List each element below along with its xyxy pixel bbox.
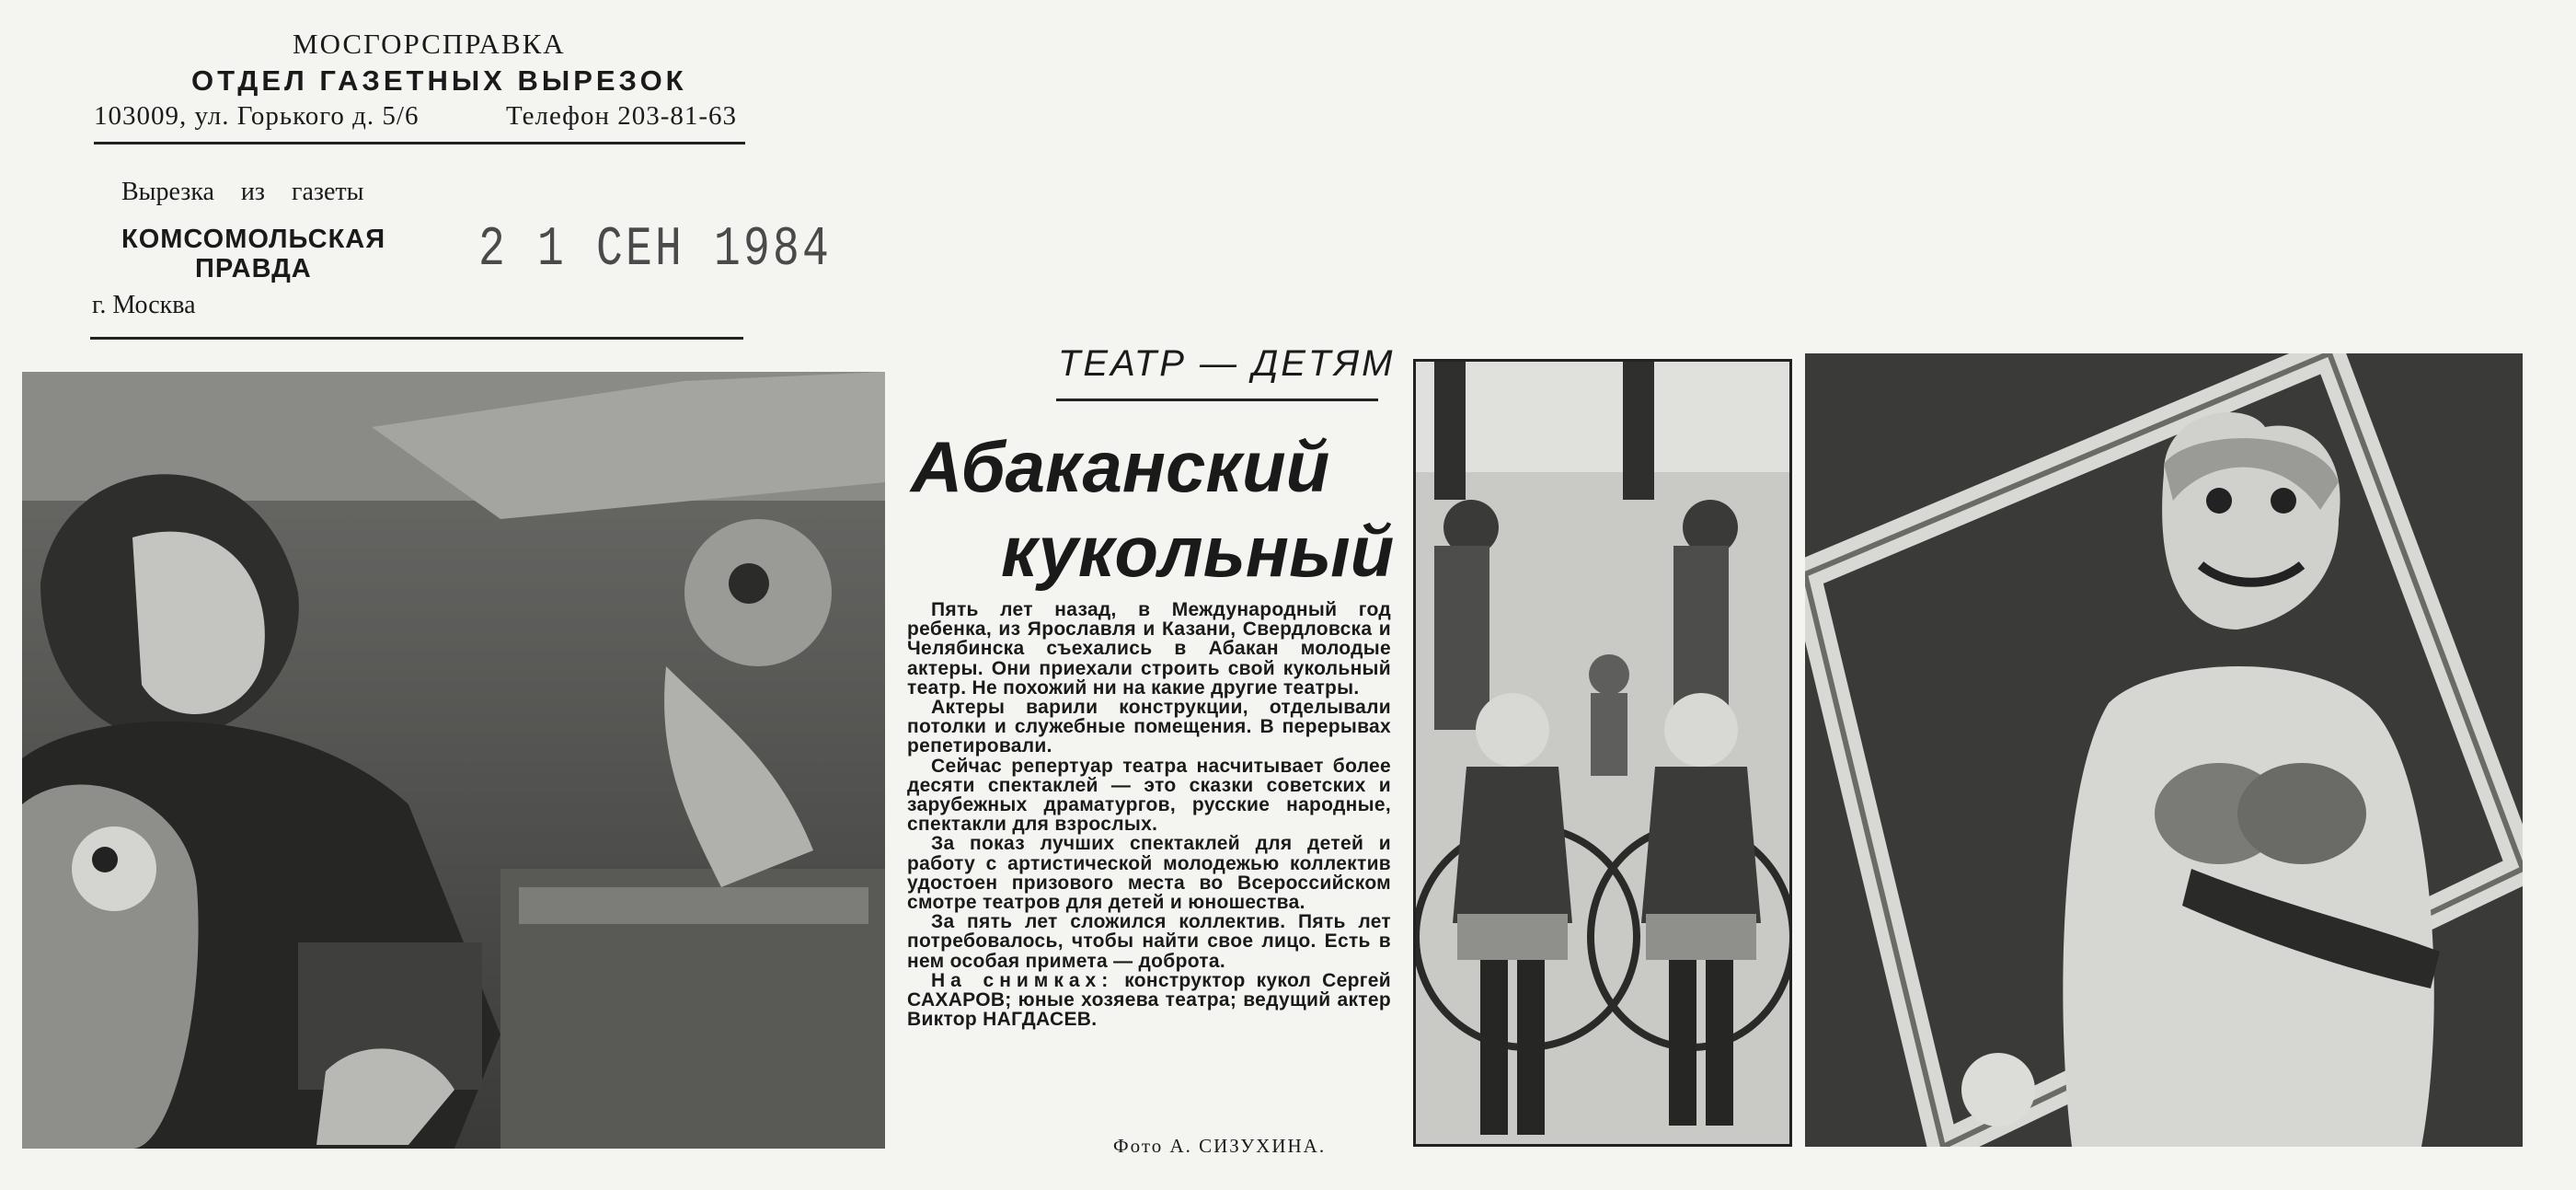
photo-young-hosts (1413, 359, 1792, 1147)
article-paragraph: За пять лет сложился коллектив. Пять лет потребовалось, чтобы найти свое лицо. Есть в нем особая примета — доброта. (907, 911, 1391, 972)
header-bottom-divider (90, 337, 743, 340)
postal-address: 103009, ул. Горького д. 5/6 (94, 101, 420, 131)
photo-credit: Фото А. СИЗУХИНА. (1113, 1135, 1327, 1157)
clipping-label: Вырезка из газеты (121, 178, 364, 206)
newspaper-name-line1: КОМСОМОЛЬСКАЯ (121, 225, 386, 254)
organization-name: МОСГОРСПРАВКА (293, 28, 566, 60)
caption-lead: На снимках: (931, 969, 1114, 991)
photo-caption (907, 971, 1391, 1030)
article-body (907, 600, 1391, 1029)
header-divider (94, 142, 745, 144)
headline-line2: кукольный (1001, 511, 1395, 592)
city-label: г. Москва (92, 291, 196, 319)
article-paragraph: Пять лет назад, в Международный год ребенка, из Ярославля и Казани, Свердловска и Челябинска съехались в Абакан молодые актеры. Они приехали строить свой кукольный театр. Не похожий ни на какие другие театры. (907, 599, 1391, 699)
department-name: ОТДЕЛ ГАЗЕТНЫХ ВЫРЕЗОК (191, 64, 687, 97)
date-stamp: 2 1 СЕН 1984 (478, 219, 833, 282)
article-paragraph: Актеры варили конструкции, отделывали потолки и служебные помещения. В перерывах репетировали. (907, 697, 1391, 757)
rubric-heading: ТЕАТР — ДЕТЯМ (1058, 343, 1396, 384)
caption-text: конструктор кукол Сергей САХАРОВ; юные хозяева театра; ведущий актер Виктор НАГДАСЕВ. (907, 969, 1391, 1031)
photo-lead-actor (1805, 353, 2523, 1147)
article-paragraph: Сейчас репертуар театра насчитывает более десяти спектаклей — это сказки советских и зарубежных драматургов, русские народные, спектакли для взрослых. (907, 755, 1391, 836)
rubric-underline (1056, 399, 1378, 401)
newspaper-name-line2: ПРАВДА (195, 254, 312, 283)
phone-number: Телефон 203-81-63 (506, 101, 738, 131)
article-paragraph: За показ лучших спектаклей для детей и работу с артистической молодежью коллектив удостоен призового места во Всероссийском смотре театров для детей и юношества. (907, 833, 1391, 914)
photo-puppet-constructor (22, 372, 885, 1149)
headline-line1: Абаканский (911, 426, 1330, 507)
